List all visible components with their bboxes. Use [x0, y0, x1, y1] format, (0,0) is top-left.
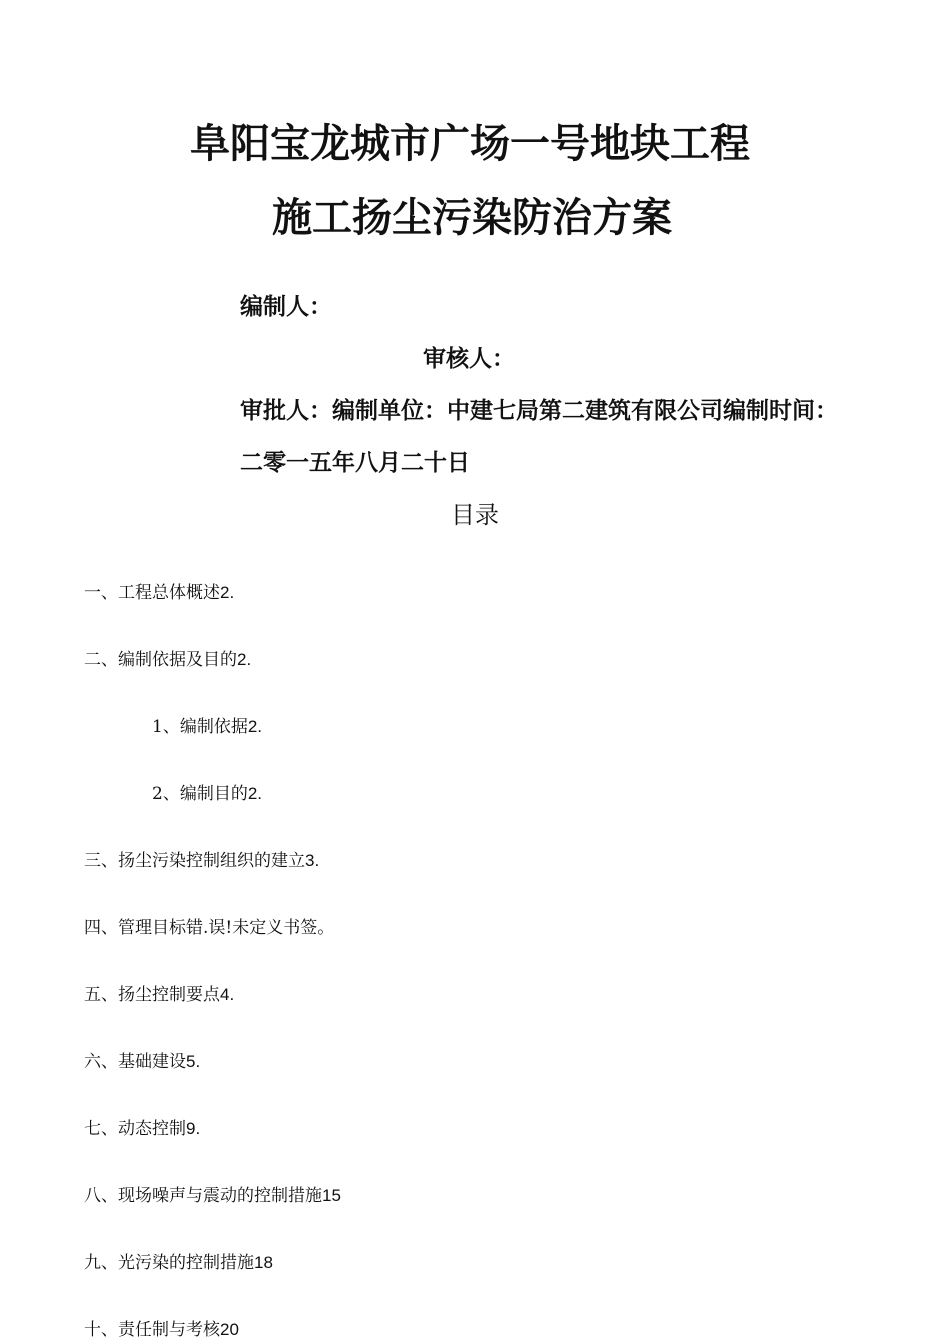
toc-entry-label: 1、编制依据 [152, 717, 248, 737]
toc-entry[interactable] [84, 649, 251, 671]
toc-entry[interactable] [84, 1252, 273, 1274]
toc-entry[interactable] [84, 850, 319, 872]
toc-entry-label: 四、管理目标错.误!未定义书签。 [84, 918, 335, 938]
toc-entry-page: 15 [322, 1186, 341, 1205]
toc-entry-page: 5. [186, 1052, 201, 1071]
toc-entry-page: 20 [220, 1320, 239, 1339]
toc-entry-label: 三、扬尘污染控制组织的建立 [84, 851, 305, 871]
toc-entry[interactable] [152, 783, 262, 805]
toc-entry-page: 2. [247, 717, 263, 736]
toc-entry-page: 9. [186, 1119, 201, 1138]
toc-entry-label: 一、工程总体概述 [84, 583, 220, 603]
toc-entry-label: 二、编制依据及目的 [84, 650, 237, 670]
toc-entry-label: 八、现场噪声与震动的控制措施 [84, 1186, 322, 1206]
compile-date: 二零一五年八月二十日 [240, 450, 470, 476]
toc-entry-page: 2. [237, 650, 252, 669]
toc-entry[interactable] [84, 1051, 200, 1073]
approver-unit-time-line: 审批人：编制单位：中建七局第二建筑有限公司编制时间： [240, 398, 838, 424]
toc-entry-label: 2、编制目的 [152, 784, 248, 804]
toc-entry-page: 2. [247, 784, 263, 803]
toc-entry-label: 六、基础建设 [84, 1052, 186, 1072]
toc-entry[interactable] [84, 1118, 200, 1140]
reviewer-field: 审核人： [423, 346, 515, 372]
toc-entry-label: 五、扬尘控制要点 [84, 985, 220, 1005]
toc-entry[interactable] [84, 1185, 341, 1207]
toc-entry-label: 七、动态控制 [84, 1119, 186, 1139]
toc-entry-label: 十、责任制与考核 [84, 1320, 220, 1340]
toc-entry[interactable] [84, 582, 234, 604]
toc-entry-page: 18 [254, 1253, 273, 1272]
toc-entry[interactable] [152, 716, 262, 738]
toc-entry-page: 2. [220, 583, 235, 602]
compiler-field: 编制人： [240, 294, 332, 320]
toc-entry-page: 4. [220, 985, 235, 1004]
toc-entry-page: 3. [305, 851, 320, 870]
toc-entry[interactable] [84, 1319, 239, 1341]
toc-entry-label: 九、光污染的控制措施 [84, 1253, 254, 1273]
document-title-line-2: 施工扬尘污染防治方案 [272, 195, 672, 241]
document-title-line-1: 阜阳宝龙城市广场一号地块工程 [190, 121, 750, 167]
toc-entry[interactable] [84, 984, 234, 1006]
toc-heading: 目录 [451, 501, 499, 529]
toc-entry[interactable] [84, 917, 334, 939]
